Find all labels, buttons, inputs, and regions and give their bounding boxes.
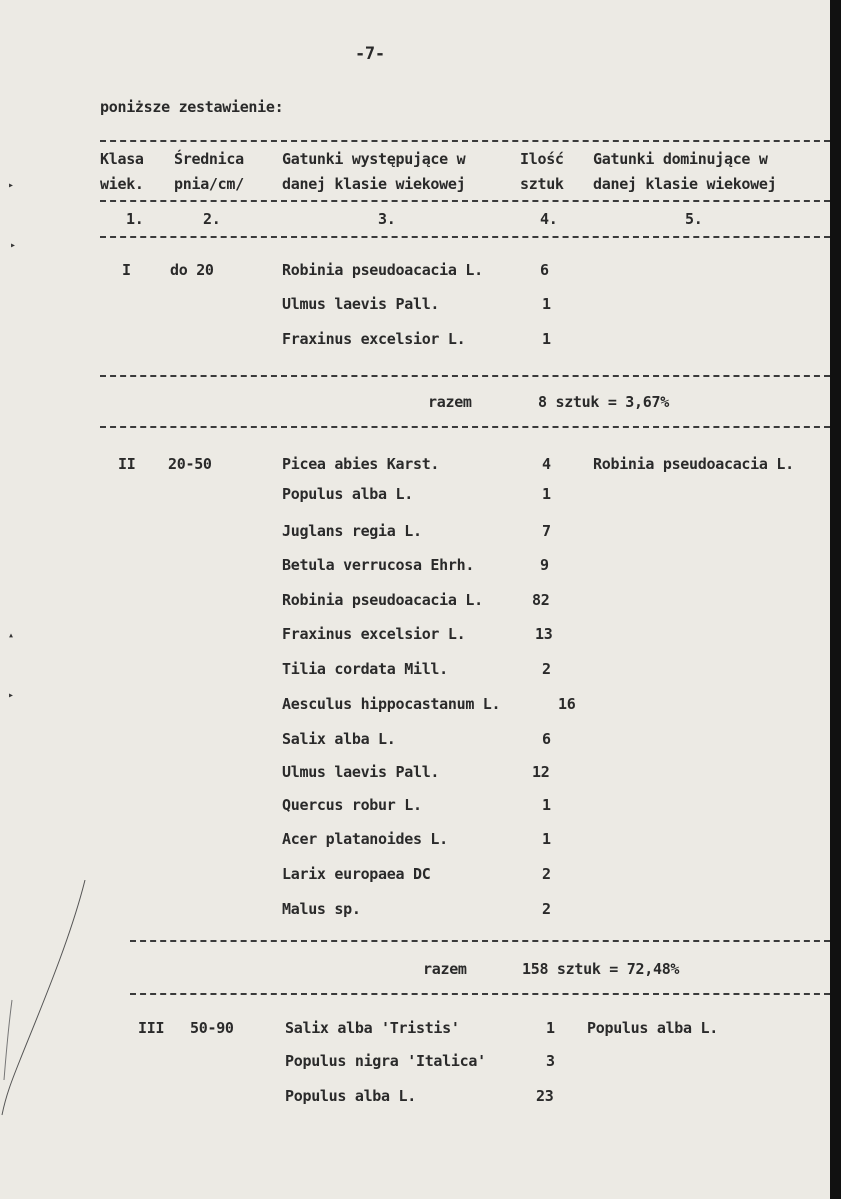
species-count: 1 [546, 1019, 555, 1037]
group-rule [100, 426, 830, 428]
species-count: 16 [558, 695, 576, 713]
species-name: Fraxinus excelsior L. [282, 330, 466, 348]
species-name: Quercus robur L. [282, 796, 422, 814]
species-name: Aesculus hippocastanum L. [282, 695, 501, 713]
species-name: Malus sp. [282, 900, 361, 918]
diameter-range: 20-50 [168, 455, 212, 473]
header-count-line1: Ilość [520, 150, 564, 168]
species-name: Picea abies Karst. [282, 455, 440, 473]
scan-mark: ▸ [10, 240, 17, 251]
header-dominant-line1: Gatunki dominujące w [593, 150, 768, 168]
species-name: Larix europaea DC [282, 865, 431, 883]
species-count: 6 [540, 261, 549, 279]
header-diameter-line1: Średnica [174, 150, 244, 168]
column-number-rule [100, 236, 830, 238]
species-count: 2 [542, 865, 551, 883]
total-label: razem [428, 393, 472, 411]
scan-mark: ▸ [8, 180, 15, 191]
header-dominant-line2: danej klasie wiekowej [593, 175, 777, 193]
total-label: razem [423, 960, 467, 978]
total-value: 8 sztuk = 3,67% [538, 393, 669, 411]
col-number-2: 2. [203, 210, 221, 228]
species-name: Robinia pseudoacacia L. [282, 261, 483, 279]
header-species-line2: danej klasie wiekowej [282, 175, 466, 193]
header-rule [100, 200, 830, 202]
species-name: Fraxinus excelsior L. [282, 625, 466, 643]
species-name: Tilia cordata Mill. [282, 660, 448, 678]
species-name: Juglans regia L. [282, 522, 422, 540]
species-name: Salix alba 'Tristis' [285, 1019, 460, 1037]
species-name: Populus nigra 'Italica' [285, 1052, 486, 1070]
species-count: 82 [532, 591, 550, 609]
intro-text: poniższe zestawienie: [100, 98, 284, 116]
species-name: Populus alba L. [282, 485, 413, 503]
col-number-4: 4. [540, 210, 558, 228]
col-number-1: 1. [126, 210, 144, 228]
species-count: 4 [542, 455, 551, 473]
total-value: 158 sztuk = 72,48% [522, 960, 680, 978]
species-count: 6 [542, 730, 551, 748]
species-count: 1 [542, 330, 551, 348]
species-name: Salix alba L. [282, 730, 396, 748]
species-name: Betula verrucosa Ehrh. [282, 556, 475, 574]
class-label: II [118, 455, 136, 473]
col-number-5: 5. [685, 210, 703, 228]
species-count: 2 [542, 660, 551, 678]
table-top-rule [100, 140, 830, 142]
scan-edge [830, 0, 841, 1199]
species-count: 13 [535, 625, 553, 643]
species-count: 1 [542, 830, 551, 848]
species-name: Robinia pseudoacacia L. [282, 591, 483, 609]
class-label: III [138, 1019, 165, 1037]
header-class-line2: wiek. [100, 175, 144, 193]
header-species-line1: Gatunki występujące w [282, 150, 466, 168]
header-class-line1: Klasa [100, 150, 144, 168]
class-label: I [122, 261, 131, 279]
scan-mark: ▸ [8, 690, 15, 701]
scan-smudge [0, 880, 90, 1120]
dominant-species: Robinia pseudoacacia L. [593, 455, 794, 473]
diameter-range: 50-90 [190, 1019, 234, 1037]
species-count: 9 [540, 556, 549, 574]
header-diameter-line2: pnia/cm/ [174, 175, 244, 193]
species-count: 7 [542, 522, 551, 540]
group-rule [130, 940, 830, 942]
diameter-range: do 20 [170, 261, 214, 279]
col-number-3: 3. [378, 210, 396, 228]
species-name: Populus alba L. [285, 1087, 416, 1105]
page-number: -7- [355, 44, 385, 64]
species-count: 3 [546, 1052, 555, 1070]
dominant-species: Populus alba L. [587, 1019, 718, 1037]
species-count: 1 [542, 796, 551, 814]
species-count: 1 [542, 295, 551, 313]
group-rule [100, 375, 830, 377]
group-rule [130, 993, 830, 995]
species-count: 23 [536, 1087, 554, 1105]
species-count: 1 [542, 485, 551, 503]
species-name: Acer platanoides L. [282, 830, 448, 848]
species-name: Ulmus laevis Pall. [282, 763, 440, 781]
header-count-line2: sztuk [520, 175, 564, 193]
species-count: 12 [532, 763, 550, 781]
species-name: Ulmus laevis Pall. [282, 295, 440, 313]
species-count: 2 [542, 900, 551, 918]
scan-mark: ▴ [8, 630, 15, 641]
